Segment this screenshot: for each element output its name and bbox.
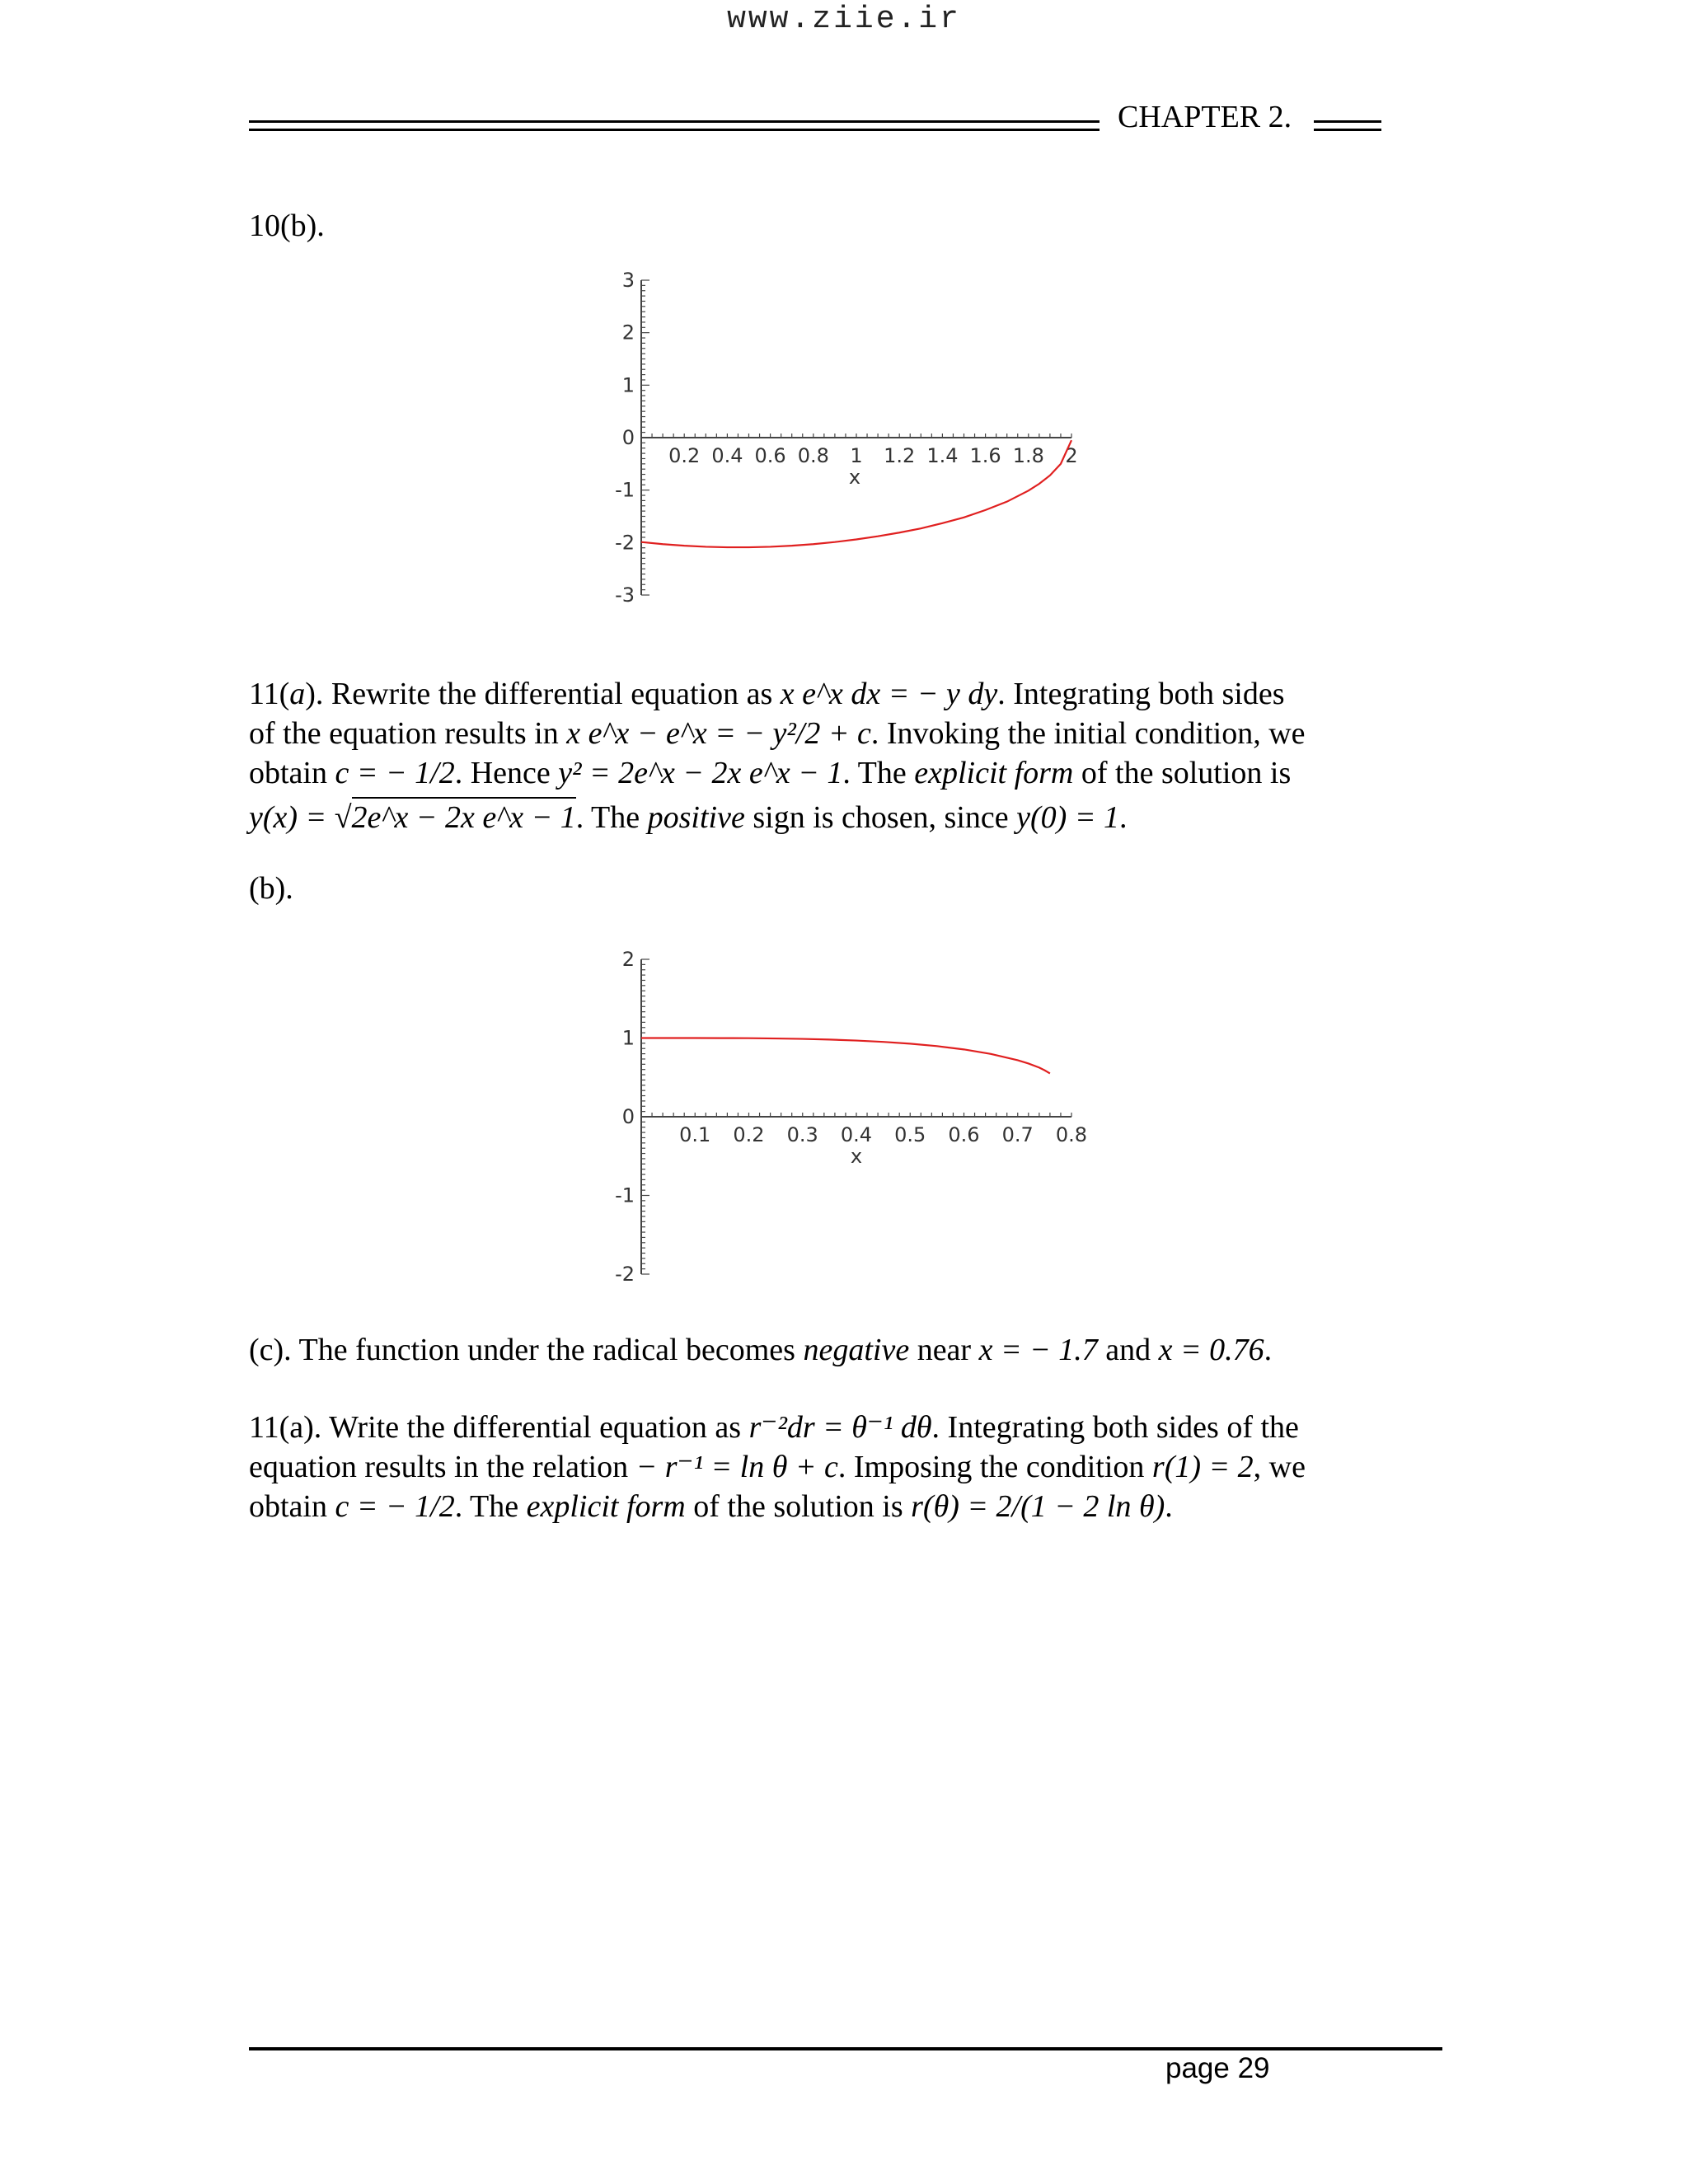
chart-11b: [593, 944, 1104, 1291]
x-tick-label: 1.2: [884, 444, 916, 467]
y-tick-label: 1: [621, 373, 635, 397]
y-tick-label: -1: [615, 1183, 635, 1207]
header-rule-right-bottom: [1314, 129, 1381, 131]
x-tick-label: 1.8: [1012, 444, 1044, 467]
header-rule-bottom: [249, 129, 1100, 131]
x-tick-label: 1: [850, 444, 863, 467]
x-tick-label: 0.5: [894, 1123, 926, 1146]
x-tick-label: 0.6: [754, 444, 786, 467]
sqrt-radicand: 2e^x − 2x e^x − 1: [352, 797, 576, 835]
y-tick-label: 2: [621, 321, 635, 344]
x-tick-label: 0.6: [948, 1123, 980, 1146]
y-tick-label: 0: [621, 1105, 635, 1128]
x-tick-label: 0.8: [1055, 1123, 1088, 1146]
equation-separated: x e^x dx = − y dy: [780, 677, 998, 711]
x-tick-label: 0.4: [711, 444, 743, 467]
x-tick-label: 0.2: [668, 444, 701, 467]
watermark: www.ziie.ir: [727, 2, 961, 37]
page-number: page 29: [1165, 2052, 1270, 2084]
section-10b-label: 10(b).: [249, 209, 325, 243]
x-axis-label: x: [850, 1145, 863, 1168]
x-tick-label: 2: [1065, 444, 1078, 467]
y-tick-label: -2: [615, 531, 635, 555]
section-11b-label: (b).: [249, 871, 293, 906]
y-tick-label: -3: [615, 583, 635, 607]
sqrt-sign: √: [334, 800, 352, 835]
x-tick-label: 0.1: [679, 1123, 711, 1146]
header-rule-top: [249, 120, 1100, 123]
section-11a: 11(a). Rewrite the differential equation as x e^x dx = − y dy. Integrating both sides of the equation results in x e^x − e^x = − y²/2 + c. Invoking the initial condition, we obtain c = − 1/2. Hence y² = 2e^x − 2x e^x − 1. The explicit form of the solution is y(x) = √2e^x − 2x e^x − 1. The positive sign is chosen, since y(0) = 1.: [249, 677, 1306, 835]
y-tick-label: 3: [621, 269, 635, 292]
x-tick-label: 0.4: [840, 1123, 873, 1146]
x-tick-label: 1.4: [926, 444, 959, 467]
equation-integrated: x e^x − e^x = − y²/2 + c: [566, 716, 871, 751]
x-tick-label: 0.8: [797, 444, 829, 467]
chapter-title: CHAPTER 2.: [1118, 100, 1292, 134]
x-tick-label: 0.7: [1001, 1123, 1034, 1146]
x-tick-label: 0.2: [733, 1123, 765, 1146]
y-tick-label: 1: [621, 1026, 635, 1050]
series-line: [641, 1038, 1050, 1074]
x-axis-label: x: [848, 466, 861, 489]
section-11c: (c). The function under the radical becomes negative near x = − 1.7 and x = 0.76.: [249, 1333, 1273, 1367]
x-tick-label: 0.3: [786, 1123, 818, 1146]
header-rule-right-top: [1314, 120, 1381, 123]
footer-rule: [249, 2047, 1442, 2050]
y-tick-label: -2: [615, 1263, 635, 1286]
y-tick-label: 2: [621, 948, 635, 971]
section-12a: 11(a). Write the differential equation as r⁻²dr = θ⁻¹ dθ. Integrating both sides of the equation results in the relation − r⁻¹ = ln θ + c. Imposing the condition r(1) = 2, we obtain c = − 1/2. The explicit form of the solution is r(θ) = 2/(1 − 2 ln θ).: [249, 1410, 1306, 1524]
x-tick-label: 1.6: [969, 444, 1001, 467]
y-tick-label: -1: [615, 478, 635, 502]
chart-10b: [593, 265, 1104, 612]
y-tick-label: 0: [621, 426, 635, 449]
